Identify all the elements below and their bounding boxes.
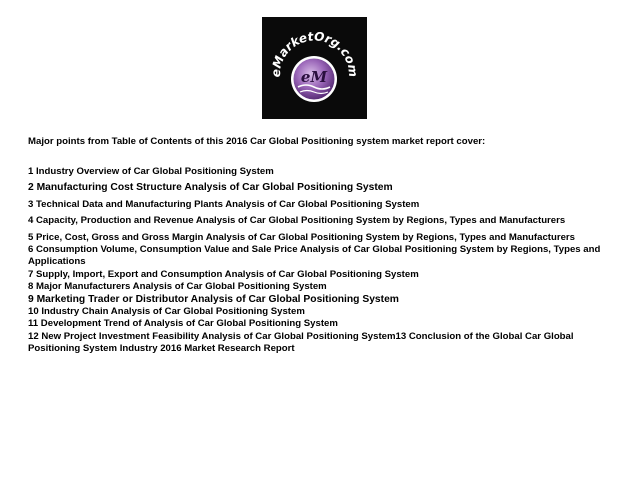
toc-item-12: 12 New Project Investment Feasibility Analysis of Car Global Positioning System13 Conclusion of the Global Car Global Positioning System Industry 2016 Market Research Report	[28, 330, 574, 355]
toc-item-11: 11 Development Trend of Analysis of Car Global Positioning System	[28, 318, 338, 330]
toc-item-5: 5 Price, Cost, Gross and Gross Margin Analysis of Car Global Positioning System by Regions, Types and Manufacturers	[28, 231, 575, 243]
toc-item-3: 3 Technical Data and Manufacturing Plants Analysis of Car Global Positioning System	[28, 198, 420, 210]
toc-item-4: 4 Capacity, Production and Revenue Analysis of Car Global Positioning System by Regions, Types and Manufacturers	[28, 215, 566, 227]
intro-text: Major points from Table of Contents of this 2016 Car Global Positioning system market report cover:	[28, 136, 486, 147]
logo-arc-text: eMarketOrg.com	[268, 29, 361, 78]
logo-monogram: eM	[300, 68, 328, 86]
toc-item-8: 8 Major Manufacturers Analysis of Car Global Positioning System	[28, 281, 327, 293]
toc-item-9: 9 Marketing Trader or Distributor Analysis of Car Global Positioning System	[28, 293, 399, 305]
emarketorg-logo	[262, 17, 367, 119]
toc-item-7: 7 Supply, Import, Export and Consumption Analysis of Car Global Positioning System	[28, 268, 419, 280]
table-of-contents	[28, 166, 606, 356]
toc-item-10: 10 Industry Chain Analysis of Car Global Positioning System	[28, 306, 305, 318]
toc-item-1: 1 Industry Overview of Car Global Positioning System	[28, 166, 274, 177]
toc-item-2: 2 Manufacturing Cost Structure Analysis of Car Global Positioning System	[28, 182, 393, 194]
toc-item-6: 6 Consumption Volume, Consumption Value and Sale Price Analysis of Car Global Positioning System by Regions, Types and Applications	[28, 244, 601, 268]
